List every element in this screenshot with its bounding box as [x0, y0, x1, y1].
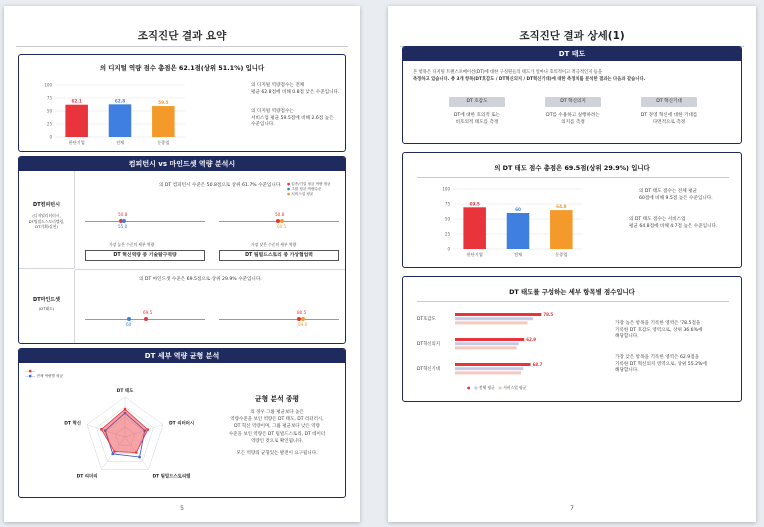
- detail-legend: ● ■ 전체 평균 ■ 서비스업 평균: [467, 385, 527, 390]
- divider: [75, 269, 346, 270]
- text-line: 역량수준을 보인 역량은 DT 태도, DT 리터러시,: [230, 417, 324, 423]
- text-line: DT에 대한 호의적 또는: [453, 113, 501, 118]
- report-page-5: [4, 6, 360, 522]
- dt-attitude-detail-box: [402, 276, 742, 402]
- balance-radar-chart: [39, 367, 209, 497]
- y-tick-label: 50: [444, 216, 450, 222]
- y-tick-label: 0: [49, 134, 52, 140]
- digital-score-chart: [25, 79, 205, 149]
- competency-right-bottom-value: 60.5: [277, 224, 287, 229]
- competency-lowest-box: DT 팀빌드스토리 중 가상협업력: [219, 250, 339, 261]
- marker: [127, 317, 131, 321]
- text-line: 다면적으로 측정: [652, 119, 686, 125]
- legend-label: 업종/기업 평균 역량 평균: [291, 182, 331, 186]
- bar: [455, 367, 523, 370]
- text-line: (디지털리터러시,: [32, 213, 61, 218]
- competency-left-scale: [85, 221, 205, 222]
- radar-point: [138, 456, 141, 459]
- text-line: 서비스업 평균 59.5점에 비해 2.6점 높은: [251, 115, 334, 121]
- competency-right-top-value: 50.8: [275, 212, 285, 217]
- dt-attitude-detail-heading: DT 태도를 구성하는 세부 항목별 점수입니다: [509, 288, 635, 296]
- text-line: 가장 낮은 항목을 기록한 영역은 62.9점을: [615, 355, 700, 360]
- radar-axis-label: DT 혁신: [64, 421, 81, 427]
- bar-value-label: 78.5: [543, 311, 554, 317]
- radar-axis-label: DT 리더리: [76, 474, 98, 480]
- mindset-right-top-value: 80.5: [297, 310, 307, 315]
- mindset-right-scale: [219, 319, 339, 320]
- text-line: 의 경우 그룹 평균보다 높은: [250, 410, 304, 415]
- x-tick-label: 한단기업: [466, 252, 483, 257]
- text-line: 비호의적 태도를 측정: [455, 119, 499, 125]
- dt-favorability-desc: [437, 113, 517, 126]
- competency-score-line: 의 DT 컴피턴시 수준은 50.8점으로 상위 61.7% 수준입니다.: [159, 183, 282, 188]
- bar-value-label: 69.5: [469, 201, 480, 207]
- dt-attitude-intro: [413, 69, 645, 84]
- competency-left-top-value: 50.8: [118, 212, 128, 217]
- page-number: 5: [180, 505, 184, 512]
- page-number: 7: [570, 505, 574, 512]
- radar-point: [113, 450, 116, 453]
- text-line: 의 디지털 역량점수는 전체: [251, 83, 305, 88]
- y-tick-label: 25: [444, 231, 450, 237]
- category-label: DT혁신기대: [417, 367, 441, 372]
- bar: [455, 317, 533, 320]
- report-page-7: [388, 6, 756, 522]
- balance-analysis-box: [18, 348, 346, 498]
- text-line: 본 항목은 디지털 트랜스포메이션(DT)에 대한 구성원들의 태도가 얼마나 호의적이고 적극적인지 등을: [413, 70, 602, 75]
- divider: [417, 177, 729, 178]
- competency-label: DT컴피턴시: [33, 202, 60, 208]
- balance-summary-title: 균형 분석 종평: [255, 395, 300, 403]
- bar: [455, 346, 517, 349]
- dt-attitude-score-box: [402, 152, 742, 268]
- bar: [109, 104, 132, 137]
- text-line: DT 혁신 역량이며, 그룹 평균보다 낮은 역량: [234, 424, 320, 430]
- mindset-left-top-value: 69.5: [143, 310, 153, 315]
- text-line: 모든 역량의 균형있는 발전이 요구됩니다.: [236, 450, 318, 456]
- legend-label: 서비스업 평균: [291, 192, 314, 197]
- x-tick-label: 한단기업: [68, 140, 85, 145]
- competency-mindset-box: [18, 156, 346, 344]
- digital-score-heading: 의 디지털 역량 점수 총점은 62.1점(상위 51.1%) 입니다: [99, 64, 265, 72]
- legend-label: 그룹 평균 역량수준: [291, 187, 322, 192]
- legend-label: 서비스업 평균: [503, 385, 527, 390]
- digital-score-text-1: [251, 83, 339, 96]
- bar: [455, 363, 531, 366]
- mindset-right-bottom-value: 94.0: [298, 322, 308, 327]
- marker: [144, 317, 148, 321]
- bar-value-label: 62.9: [526, 336, 537, 342]
- category-label: DT호감도: [417, 317, 436, 322]
- page-title: 조직진단 결과 요약: [137, 30, 227, 42]
- digital-score-box: [18, 54, 346, 152]
- bar-value-label: 64.8: [556, 204, 567, 210]
- bar-value-label: 62.8: [114, 98, 126, 104]
- dt-attitude-detail-chart: [413, 305, 613, 389]
- text-line: 수준입니다.: [251, 122, 275, 128]
- text-line: DT팀빌드스토리텔링,: [28, 218, 65, 224]
- text-line: 해당합니다.: [615, 368, 639, 374]
- x-tick-label: 동종업: [157, 140, 170, 145]
- radar-axis-label: DT 팀빌드스토리텔: [152, 474, 191, 480]
- balance-analysis-header: DT 세부 역량 균형 분석: [19, 349, 345, 363]
- detail-text-1: [615, 321, 702, 341]
- dt-attitude-score-text-2: [629, 217, 717, 230]
- y-tick-label: 0: [447, 246, 450, 252]
- bar: [455, 313, 541, 316]
- text-line: DT기획/실천): [35, 224, 58, 229]
- competency-right-caption: 가장 낮은 수준의 세부 역량: [251, 242, 297, 247]
- page-title: 조직진단 결과 상세(1): [519, 30, 625, 42]
- radar-axis-label: DT 리터러시: [169, 421, 195, 427]
- text-line: DT 경영 혁신에 대한 기대를: [640, 113, 698, 118]
- text-line: 평균 64.8점에 비해 4.7점 높은 수준입니다.: [629, 223, 718, 229]
- y-tick-label: 100: [442, 186, 450, 192]
- mindset-score-line: 의 DT 마인드셋 수준은 69.5점으로 상위 29.9% 수준입니다.: [139, 277, 262, 282]
- text-line: 의 디지털 역량점수는: [251, 109, 294, 114]
- text-line: 측정하고 있습니다. 총 3개 항목(DT호감도 / DT혁신의지 / DT혁신기대)에 대한 측정치를 분석한 결과는 다음과 같습니다.: [413, 77, 646, 83]
- text-line: 60점에 비해 9.5점 높은 수준입니다.: [639, 195, 713, 201]
- x-tick-label: 동종업: [555, 252, 568, 257]
- competency-highest-box: DT 혁신역량 중 기술탐구역량: [85, 250, 205, 261]
- dt-favorability-pill: DT 호감도: [449, 97, 505, 107]
- detail-text-2: [615, 355, 707, 375]
- bar-value-label: 68.7: [532, 361, 543, 367]
- dt-attitude-score-heading: 의 DT 태도 점수 총점은 69.5점(상위 29.9%) 입니다: [494, 164, 650, 172]
- marker: [122, 219, 126, 223]
- dt-attitude-header: DT 태도: [403, 47, 741, 61]
- radar-point: [147, 428, 150, 431]
- radar-point: [100, 428, 103, 431]
- y-tick-label: 75: [444, 201, 450, 207]
- competency-label-cell: [19, 171, 75, 269]
- mindset-label: DT마인드셋: [33, 297, 60, 303]
- y-tick-label: 75: [46, 95, 52, 101]
- digital-score-text-2: [251, 109, 334, 129]
- bar: [152, 106, 175, 137]
- text-line: 기록한 DT 호감도 영역으로, 상위 36.6%에: [615, 327, 703, 333]
- radar-series-polygon: [101, 409, 147, 452]
- dt-attitude-score-text-1: [639, 189, 713, 202]
- bar: [65, 105, 88, 137]
- text-line: 의 DT 태도 점수는 서비스업: [629, 217, 686, 222]
- y-tick-label: 25: [46, 121, 52, 127]
- text-line: 역량인 것으로 확인됩니다.: [250, 438, 304, 444]
- y-tick-label: 100: [44, 82, 52, 88]
- bar: [455, 338, 524, 341]
- category-label: DT혁신의지: [417, 342, 441, 347]
- radar-point: [124, 408, 127, 411]
- radar-point: [135, 451, 138, 454]
- competency-left-caption: 가장 높은 수준의 세부 역량: [109, 242, 155, 247]
- bar: [455, 342, 519, 345]
- mindset-label-cell: [19, 270, 75, 344]
- radar-axis-label: DT 태도: [116, 389, 134, 394]
- legend-label: 전체 역량별 평균: [36, 374, 64, 379]
- divider: [16, 46, 348, 47]
- text-line: 가장 높은 항목을 기록한 영역은 '78.5점을: [615, 321, 701, 326]
- radar-legend: —●— —●— 전체 역량별 평균: [25, 369, 64, 379]
- dt-innovation-will-desc: [533, 113, 613, 126]
- bar-value-label: 59.5: [158, 100, 169, 106]
- text-line: 수준을 보인 역량은 DT 팀빌드스토리, DT 데이터: [228, 431, 326, 437]
- mindset-left-bottom-value: 60: [126, 322, 132, 327]
- dt-attitude-score-chart: [423, 183, 603, 261]
- x-tick-label: 전체: [513, 252, 523, 257]
- bar-value-label: 62.1: [71, 98, 82, 104]
- legend-label: 전체 평균: [478, 385, 495, 390]
- dt-attitude-box: [402, 46, 742, 144]
- mindset-sublabel: (DT태도): [38, 306, 55, 311]
- text-line: 해당합니다.: [615, 334, 639, 340]
- text-line: 평균 62.8점에 비해 0.8점 낮은 수준입니다.: [251, 89, 340, 95]
- competency-legend: ● 업종/기업 평균 역량 평균 ● 그룹 평균 역량수준 ● 서비스업 평균: [287, 182, 331, 197]
- text-line: 의지를 측정: [561, 119, 585, 125]
- competency-left-bottom-value: 55.0: [118, 224, 128, 229]
- x-tick-label: 전체: [115, 140, 125, 145]
- y-tick-label: 50: [46, 108, 52, 114]
- bar: [507, 213, 530, 249]
- competency-sublabel: [19, 213, 74, 230]
- text-line: DT를 수용하고 실행하려는: [546, 113, 600, 118]
- bar: [550, 210, 573, 249]
- marker: [301, 317, 305, 321]
- bar: [455, 371, 521, 374]
- competency-mindset-header: 컴피턴시 vs 마인드셋 역량 분석시: [19, 157, 345, 171]
- marker: [280, 219, 284, 223]
- radar-point: [111, 453, 114, 456]
- divider: [417, 301, 729, 302]
- bar: [455, 321, 528, 324]
- bar: [463, 207, 486, 249]
- text-line: 기록한 DT 혁신의지 영역으로, 상위 55.2%에: [615, 361, 707, 367]
- dt-innovation-expectation-pill: DT 혁신기대: [641, 97, 697, 107]
- dt-innovation-will-pill: DT 혁신의지: [545, 97, 601, 107]
- balance-summary-text: [215, 409, 339, 489]
- dt-innovation-expectation-desc: [629, 113, 709, 126]
- text-line: 의 DT 태도 점수는 전체 평균: [639, 189, 698, 194]
- bar-value-label: 60: [515, 207, 521, 212]
